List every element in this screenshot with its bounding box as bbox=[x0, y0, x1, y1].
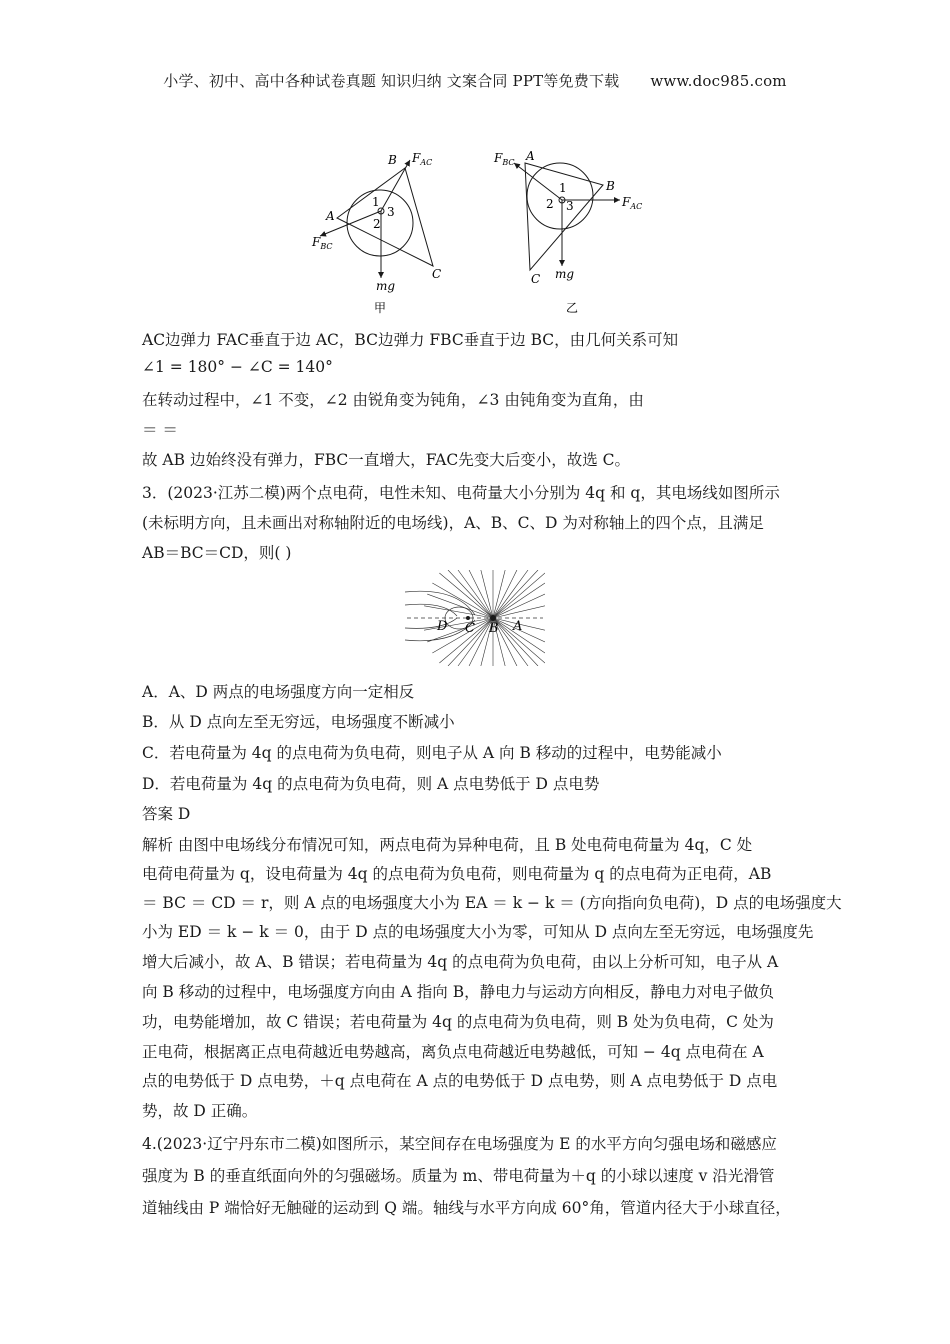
explain-line-7: 功，电势能增加，故 C 错误；若电荷量为 4q 的点电荷为负电荷，则 B 处为负电荷，C 处为 bbox=[142, 1013, 774, 1031]
label-d: D bbox=[437, 619, 448, 634]
label-2-jia: 2 bbox=[373, 217, 381, 231]
label-1-yi: 1 bbox=[559, 181, 567, 195]
label-a-yi: A bbox=[526, 149, 535, 163]
option-c: C．若电荷量为 4q 的点电荷为负电荷，则电子从 A 向 B 移动的过程中，电势能减小 bbox=[142, 744, 722, 762]
body-line-4: ＝ ＝ bbox=[142, 421, 178, 439]
q3-line-3: AB＝BC＝CD，则( ) bbox=[142, 544, 292, 562]
figure-field-lines bbox=[405, 570, 545, 666]
explain-line-10: 势，故 D 正确。 bbox=[142, 1102, 258, 1120]
body-line-2: ∠1 = 180° − ∠C = 140° bbox=[142, 358, 333, 376]
label-3-jia: 3 bbox=[387, 205, 395, 219]
force-fac-jia bbox=[381, 160, 410, 211]
header-text: 小学、初中、高中各种试卷真题 知识归纳 文案合同 PPT等免费下载 bbox=[163, 72, 620, 90]
label-2-yi: 2 bbox=[546, 197, 554, 211]
q3-line-2: (未标明方向，且未画出对称轴附近的电场线)，A、B、C、D 为对称轴上的四个点，且满足 bbox=[142, 514, 764, 532]
label-c-jia: C bbox=[432, 267, 442, 281]
label-c: C bbox=[465, 621, 475, 636]
label-mg-jia: mg bbox=[376, 279, 396, 293]
caption-jia: 甲 bbox=[374, 301, 387, 315]
q4-line-3: 道轴线由 P 端恰好无触碰的运动到 Q 端。轴线与水平方向成 60°角，管道内径大于小球直径， bbox=[142, 1199, 791, 1217]
label-fac-jia: $F_{AC}$ bbox=[412, 151, 433, 167]
label-mg-yi: mg bbox=[555, 267, 575, 281]
q3-line-1: 3．(2023·江苏二模)两个点电荷，电性未知、电荷量大小分别为 4q 和 q，其电场线如图所示 bbox=[142, 484, 780, 502]
diagram-yi bbox=[493, 149, 642, 315]
label-fac-yi: $F_{AC}$ bbox=[622, 195, 643, 211]
label-b-jia: B bbox=[388, 153, 397, 167]
q4-line-1: 4.(2023·辽宁丹东市二模)如图所示，某空间存在电场强度为 E 的水平方向匀强电场和磁感应 bbox=[142, 1135, 777, 1153]
header-site: www.doc985.com bbox=[650, 72, 787, 90]
answer: 答案 D bbox=[142, 805, 191, 823]
body-line-3: 在转动过程中，∠1 不变，∠2 由锐角变为钝角，∠3 由钝角变为直角，由 bbox=[142, 391, 644, 409]
body-line-5: 故 AB 边始终没有弹力，FBC一直增大，FAC先变大后变小，故选 C。 bbox=[142, 451, 630, 469]
option-d: D．若电荷量为 4q 的点电荷为负电荷，则 A 点电势低于 D 点电势 bbox=[142, 775, 600, 793]
label-b-yi: B bbox=[606, 179, 615, 193]
explain-line-4: 小为 ED ＝ k − k ＝ 0，由于 D 点的电场强度大小为零，可知从 D 点向左至无穷远，电场强度先 bbox=[142, 923, 814, 941]
option-a: A．A、D 两点的电场强度方向一定相反 bbox=[142, 683, 415, 701]
diagram-jia bbox=[311, 151, 441, 315]
explain-line-2: 电荷电荷量为 q，设电荷量为 4q 的点电荷为负电荷，则电荷量为 q 的点电荷为正电荷，AB bbox=[142, 865, 772, 883]
explain-line-1: 解析 由图中电场线分布情况可知，两点电荷为异种电荷，且 B 处电荷电荷量为 4q，C 处 bbox=[142, 836, 753, 854]
explain-line-6: 向 B 移动的过程中，电场强度方向由 A 指向 B，静电力与运动方向相反，静电力对电子做负 bbox=[142, 983, 775, 1001]
label-b: B bbox=[489, 621, 499, 636]
body-line-1: AC边弹力 FAC垂直于边 AC，BC边弹力 FBC垂直于边 BC，由几何关系可知 bbox=[142, 331, 679, 349]
explain-line-8: 正电荷，根据离正点电荷越近电势越高，离负点电荷越近电势越低，可知 − 4q 点电荷在 A bbox=[142, 1043, 764, 1061]
label-a: A bbox=[513, 619, 523, 634]
charge-c bbox=[466, 616, 470, 620]
label-a-jia: A bbox=[326, 209, 335, 223]
label-c-yi: C bbox=[531, 272, 541, 286]
page-header bbox=[0, 70, 950, 91]
explain-line-5: 增大后减小，故 A、B 错误；若电荷量为 4q 的点电荷为负电荷，由以上分析可知，电子从 A bbox=[142, 953, 779, 971]
explain-line-9: 点的电势低于 D 点电势，＋q 点电荷在 A 点的电势低于 D 点电势，则 A 点电势低于 D 点电 bbox=[142, 1072, 778, 1090]
caption-yi: 乙 bbox=[566, 301, 579, 315]
force-fbc-yi bbox=[514, 163, 562, 200]
triangle-jia bbox=[337, 168, 433, 266]
triangle-yi bbox=[525, 163, 603, 270]
label-fbc-jia: $F_{BC}$ bbox=[312, 235, 333, 251]
figure-triangles bbox=[300, 148, 660, 318]
label-3-yi: 3 bbox=[566, 199, 574, 213]
option-b: B．从 D 点向左至无穷远，电场强度不断减小 bbox=[142, 713, 455, 731]
q4-line-2: 强度为 B 的垂直纸面向外的匀强磁场。质量为 m、带电荷量为＋q 的小球以速度 v 沿光滑管 bbox=[142, 1167, 775, 1185]
label-fbc-yi: $F_{BC}$ bbox=[494, 151, 515, 167]
label-1-jia: 1 bbox=[372, 195, 380, 209]
explain-line-3: ＝ BC ＝ CD ＝ r，则 A 点的电场强度大小为 EA ＝ k − k ＝ (方向指向负电荷)，D 点的电场强度大 bbox=[142, 894, 842, 912]
